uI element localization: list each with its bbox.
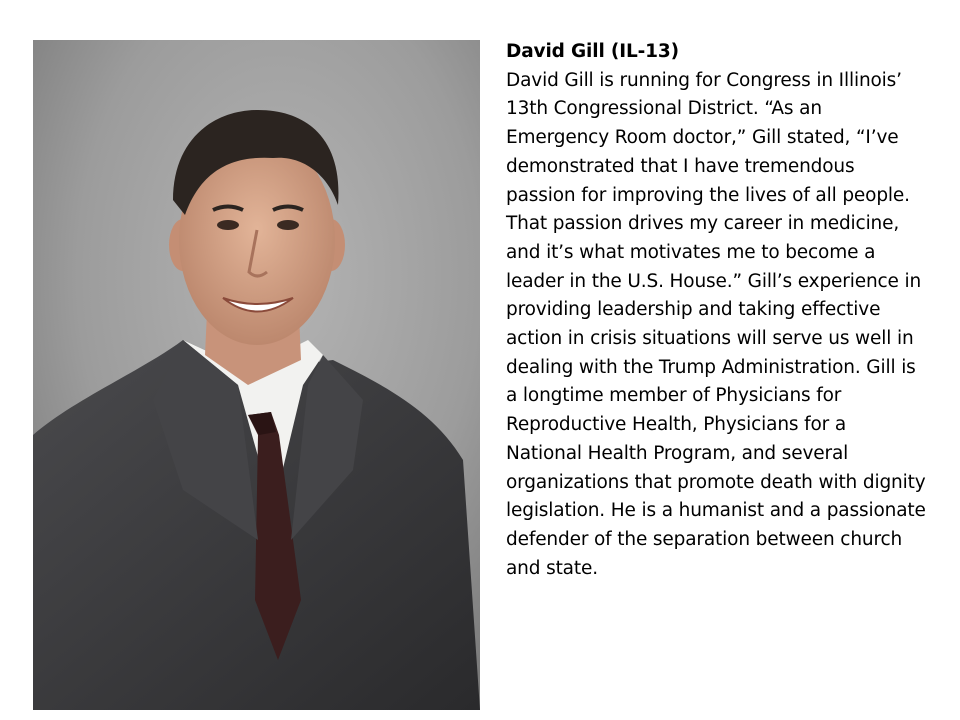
- candidate-bio-text: David Gill is running for Congress in Illinois’ 13th Congressional District. “As an Emergency Room doctor,” Gill stated, “I’ve demonstrated that I have tremendous passion for improving the lives of all people. That passion drives my career in medicine, and it’s what motivates me to become a leader in the U.S. House.” Gill’s experience in providing leadership and taking effective action in crisis situations will serve us well in dealing with the Trump Administration. Gill is a longtime member of Physicians for Reproductive Health, Physicians for a National Health Program, and several organizations that promote death with dignity legislation. He is a humanist and a passionate defender of the separation between church and state.: [506, 69, 926, 579]
- left-eye: [217, 220, 239, 230]
- candidate-photo: [33, 40, 480, 710]
- right-eye: [277, 220, 299, 230]
- portrait-image: [33, 40, 480, 710]
- candidate-name-heading: David Gill (IL-13): [506, 41, 679, 62]
- candidate-bio: [506, 38, 926, 583]
